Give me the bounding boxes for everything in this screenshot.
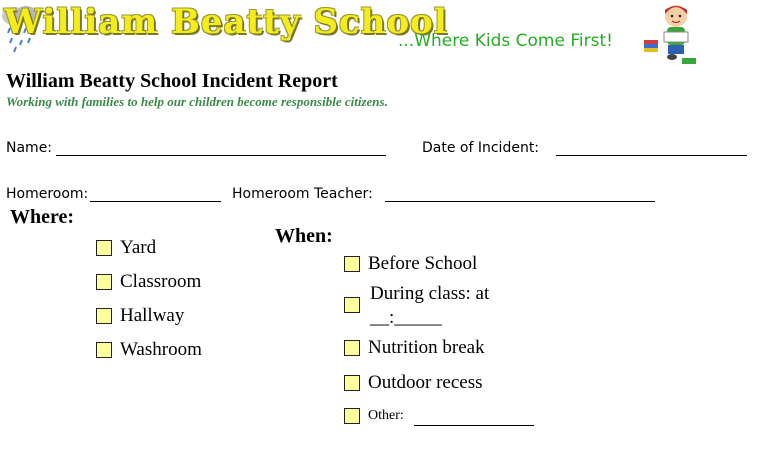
name-field[interactable] [56, 155, 386, 156]
classroom-checkbox[interactable] [96, 274, 112, 290]
outdoor-recess-label: Outdoor recess [368, 372, 483, 393]
where-option-washroom[interactable] [96, 339, 202, 361]
other-checkbox[interactable] [344, 408, 360, 424]
nutrition-break-checkbox[interactable] [344, 340, 360, 356]
classroom-label: Classroom [120, 271, 202, 292]
when-option-outdoor-recess[interactable] [344, 372, 483, 394]
homeroom-teacher-field[interactable] [385, 201, 655, 202]
when-option-other[interactable] [344, 408, 404, 424]
washroom-label: Washroom [120, 339, 202, 360]
when-heading: When: [275, 225, 333, 247]
reading-kid-icon [642, 2, 704, 68]
report-subtitle: Working with families to help our children become responsible citizens. [6, 94, 388, 109]
where-option-classroom[interactable] [96, 271, 201, 293]
when-option-nutrition-break[interactable] [344, 337, 485, 359]
hallway-label: Hallway [120, 305, 185, 326]
outdoor-recess-checkbox[interactable] [344, 375, 360, 391]
where-heading: Where: [10, 206, 75, 228]
nutrition-break-label: Nutrition break [368, 337, 485, 358]
homeroom-field[interactable] [90, 201, 221, 202]
during-class-time-field[interactable]: __:_____ [370, 307, 442, 328]
yard-checkbox[interactable] [96, 240, 112, 256]
name-label: Name: [6, 140, 53, 156]
when-option-during-class[interactable] [344, 283, 544, 333]
date-of-incident-label: Date of Incident: [422, 140, 540, 156]
before-school-label: Before School [368, 253, 478, 274]
washroom-checkbox[interactable] [96, 342, 112, 358]
hallway-checkbox[interactable] [96, 308, 112, 324]
report-title: William Beatty School Incident Report [6, 70, 338, 92]
where-option-yard[interactable] [96, 237, 156, 259]
before-school-checkbox[interactable] [344, 256, 360, 272]
other-field[interactable] [414, 425, 534, 426]
during-class-label: During class: at [370, 283, 490, 304]
school-name-banner: William Beatty School [4, 2, 448, 42]
tagline: ...Where Kids Come First! [398, 31, 613, 51]
other-label: Other: [368, 408, 404, 423]
where-option-hallway[interactable] [96, 305, 184, 327]
when-option-before-school[interactable] [344, 253, 477, 275]
yard-label: Yard [120, 237, 157, 258]
date-of-incident-field[interactable] [556, 155, 747, 156]
homeroom-label: Homeroom: [6, 186, 89, 202]
homeroom-teacher-label: Homeroom Teacher: [232, 186, 373, 202]
during-class-checkbox[interactable] [344, 297, 360, 313]
